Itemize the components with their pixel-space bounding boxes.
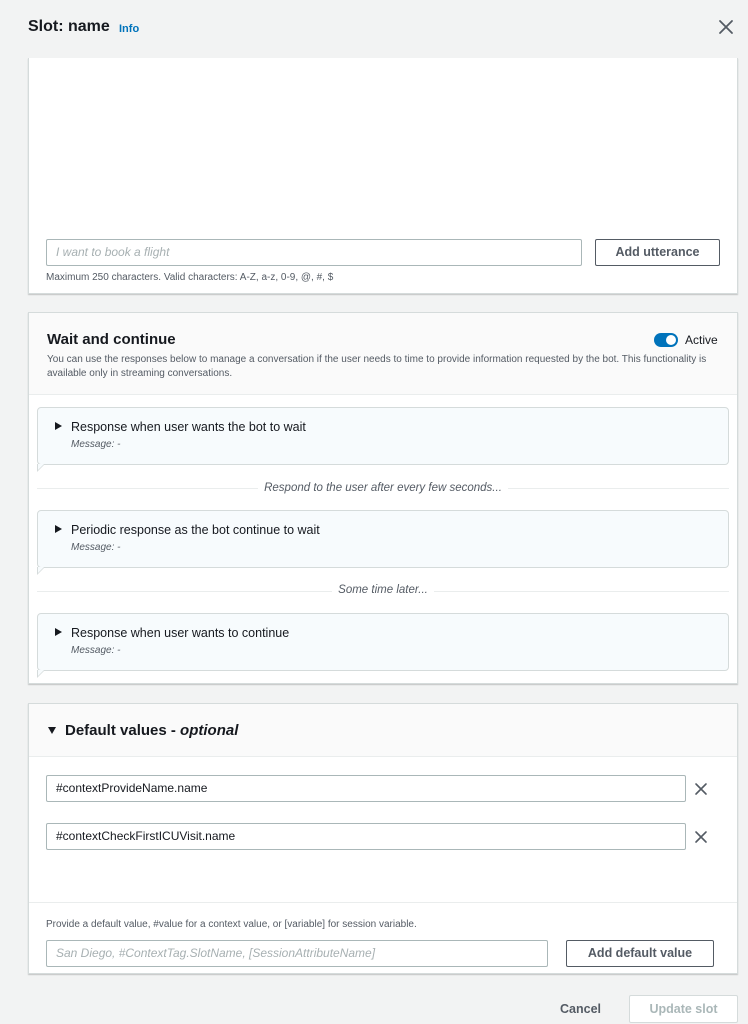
close-icon[interactable]: [716, 17, 736, 37]
divider-text-label: Respond to the user after every few seconds...: [258, 482, 508, 494]
response-wait[interactable]: [37, 407, 729, 465]
add-utterance-button[interactable]: Add utterance: [595, 239, 720, 266]
default-values-card: [28, 703, 738, 974]
default-values-header[interactable]: [29, 704, 737, 757]
toggle-knob: [666, 335, 676, 345]
default-value-field[interactable]: #contextProvideName.name: [46, 775, 686, 802]
caret-right-icon: [55, 525, 62, 533]
default-values-help-text: Provide a default value, #value for a context value, or [variable] for session variable.: [46, 919, 417, 930]
default-value-input[interactable]: [46, 940, 548, 967]
remove-icon[interactable]: [694, 830, 708, 844]
response-periodic[interactable]: [37, 510, 729, 568]
panel-header: [0, 0, 748, 58]
default-values-optional: optional: [180, 722, 239, 739]
utterance-help-text: Maximum 250 characters. Valid characters: A-Z, a-z, 0-9, @, #, $: [46, 272, 334, 283]
wait-continue-description: You can use the responses below to manage a conversation if the user needs to time to provide information requested by the bot. This functionality is available only in streaming conversations.: [47, 354, 707, 379]
default-value-field[interactable]: #contextCheckFirstICUVisit.name: [46, 823, 686, 850]
default-value-placeholder: San Diego, #ContextTag.SlotName, [SessionAttributeName]: [56, 946, 376, 960]
response-message: Message: -: [71, 645, 121, 656]
active-toggle-label: Active: [685, 333, 718, 347]
wait-continue-card: [28, 312, 738, 684]
divider-text: [37, 584, 729, 596]
bubble-tail-inner: [38, 670, 44, 676]
update-slot-button[interactable]: Update slot: [629, 995, 738, 1023]
caret-down-icon: [48, 727, 56, 734]
panel-title: Slot: name: [28, 18, 110, 35]
wait-continue-header: [29, 313, 737, 395]
wait-continue-title: Wait and continue: [47, 331, 176, 348]
cancel-button[interactable]: Cancel: [560, 1002, 601, 1016]
default-values-title: [65, 722, 238, 739]
bubble-tail-inner: [38, 464, 44, 470]
response-message: Message: -: [71, 542, 121, 553]
default-values-title-text: Default values -: [65, 722, 181, 739]
utterance-input[interactable]: [46, 239, 582, 266]
response-title: Response when user wants the bot to wait: [71, 420, 306, 434]
divider-text-label: Some time later...: [332, 584, 434, 596]
response-continue[interactable]: [37, 613, 729, 671]
remove-icon[interactable]: [694, 782, 708, 796]
response-title: Periodic response as the bot continue to wait: [71, 523, 320, 537]
utterance-placeholder: I want to book a flight: [56, 245, 170, 259]
caret-right-icon: [55, 422, 62, 430]
add-default-value-button[interactable]: Add default value: [566, 940, 714, 967]
divider-text: [37, 482, 729, 494]
response-message: Message: -: [71, 439, 121, 450]
default-values-footer: [29, 902, 737, 974]
utterance-card: [28, 58, 738, 294]
caret-right-icon: [55, 628, 62, 636]
bubble-tail-inner: [38, 567, 44, 573]
active-toggle[interactable]: [654, 333, 678, 347]
info-link[interactable]: Info: [119, 23, 140, 35]
response-title: Response when user wants to continue: [71, 626, 290, 640]
